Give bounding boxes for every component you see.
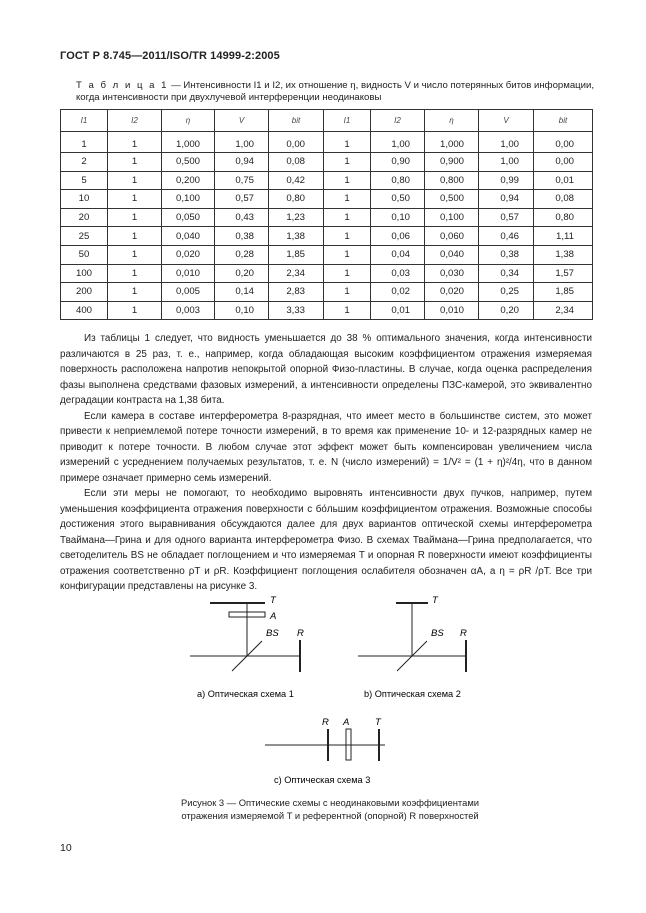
table-cell: 1: [108, 227, 162, 246]
body-text: [60, 331, 592, 595]
table-cell: 2,34: [269, 264, 324, 283]
table-cell: 1,000: [162, 132, 215, 153]
table-row: [61, 208, 593, 227]
table-cell: 0,00: [534, 153, 593, 172]
table-cell: 0,020: [425, 283, 479, 302]
table-cell: 0,100: [425, 208, 479, 227]
table-cell: 0,10: [215, 301, 269, 320]
table-header-cell: η: [162, 110, 215, 132]
table-row: [61, 301, 593, 320]
table-cell: 0,80: [269, 190, 324, 209]
table-cell: 0,01: [371, 301, 425, 320]
table-cell: 1: [324, 264, 371, 283]
table-cell: 1: [108, 190, 162, 209]
table-cell: 1: [108, 153, 162, 172]
table-header-cell: η: [425, 110, 479, 132]
table-cell: 1: [108, 245, 162, 264]
table-cell: 0,040: [162, 227, 215, 246]
table-cell: 2: [61, 153, 108, 172]
table-cell: 0,100: [162, 190, 215, 209]
table-header-cell: V: [479, 110, 534, 132]
label-t-3: T: [375, 717, 381, 728]
table-cell: 1: [324, 245, 371, 264]
table-cell: 0,00: [269, 132, 324, 153]
table-cell: 0,94: [215, 153, 269, 172]
table-cell: 0,46: [479, 227, 534, 246]
label-a-1: A: [270, 611, 277, 622]
table-cell: 0,003: [162, 301, 215, 320]
table-row: [61, 283, 593, 302]
table-cell: 0,14: [215, 283, 269, 302]
table-cell: 25: [61, 227, 108, 246]
table-caption-label: Т а б л и ц а 1: [76, 80, 169, 91]
data-table: [60, 109, 593, 320]
table-cell: 0,34: [479, 264, 534, 283]
table-row: [61, 132, 593, 153]
table-cell: 0,75: [215, 171, 269, 190]
table-cell: 1,00: [479, 153, 534, 172]
table-cell: 10: [61, 190, 108, 209]
table-cell: 1: [324, 283, 371, 302]
table-cell: 1,00: [371, 132, 425, 153]
optical-scheme-3: [265, 729, 385, 761]
table-cell: 1: [324, 301, 371, 320]
table-cell: 0,050: [162, 208, 215, 227]
table-cell: 1,11: [534, 227, 593, 246]
table-row: [61, 190, 593, 209]
table-cell: 20: [61, 208, 108, 227]
optical-scheme-1: [190, 603, 300, 672]
table-row: [61, 245, 593, 264]
table-cell: 0,500: [162, 153, 215, 172]
table-cell: 1,23: [269, 208, 324, 227]
table-cell: 0,25: [479, 283, 534, 302]
table-cell: 0,57: [215, 190, 269, 209]
table-cell: 0,500: [425, 190, 479, 209]
table-cell: 400: [61, 301, 108, 320]
table-cell: 1,000: [425, 132, 479, 153]
table-cell: 0,03: [371, 264, 425, 283]
page-number: 10: [60, 842, 72, 854]
table-cell: 3,33: [269, 301, 324, 320]
caption-scheme-3: c) Оптическая схема 3: [274, 775, 371, 785]
table-cell: 0,42: [269, 171, 324, 190]
table-header-cell: V: [215, 110, 269, 132]
table-cell: 0,20: [215, 264, 269, 283]
label-a-3: A: [343, 717, 350, 728]
caption-scheme-2: b) Оптическая схема 2: [364, 689, 461, 699]
table-cell: 0,08: [534, 190, 593, 209]
table-header-cell: bit: [269, 110, 324, 132]
paragraph-3: Если эти меры не помогают, то необходимо выровнять интенсивности двух пучков, например, путем уменьшения коэффициента отражения поверхности с бо́льшим коэффициентом отражения. Возможные способы достижения этого выравнивания обсуждаются далее для двух вариантов оптической схемы интерферометра Тваймана—Грина и для одного варианта интерферометра Физо. В схемах Тваймана—Грина предполагается, что светоделитель BS не обладает поглощением и что измеряемая T и опорная R поверхности имеют коэффициенты отражения соответственно ρT и ρR. Коэффициент поглощения ослабителя обозначен αA, а η = ρR /ρT. Все три конфигурации представлены на рисунке 3.: [60, 488, 592, 592]
table-cell: 0,38: [479, 245, 534, 264]
figure-caption-line-1: Рисунок 3 — Оптические схемы с неодинаковыми коэффициентами: [180, 797, 480, 808]
label-t-2: T: [432, 595, 438, 606]
paragraph-1: Из таблицы 1 следует, что видность уменьшается до 38 % оптимального значения, когда интенсивности различаются в 25 раз, т. е., например, когда обладающая высоким коэффициентом отражения измеряемая поверхность расположена напротив непокрытой опорной Физо-пластины. В случае, когда оценка распределения фазы выполнена средствами фазовых измерений, а интенсивности определены ПЗС-камерой, это эквивалентно деградации контраста на 1,38 бита.: [60, 333, 592, 406]
table-cell: 0,900: [425, 153, 479, 172]
table-cell: 0,060: [425, 227, 479, 246]
table-header-cell: I2: [371, 110, 425, 132]
table-cell: 1,38: [269, 227, 324, 246]
table-cell: 0,80: [371, 171, 425, 190]
table-cell: 1: [324, 190, 371, 209]
table-cell: 0,02: [371, 283, 425, 302]
table-cell: 0,200: [162, 171, 215, 190]
table-header-cell: I1: [61, 110, 108, 132]
table-cell: 1: [108, 171, 162, 190]
table-row: [61, 264, 593, 283]
table-cell: 0,28: [215, 245, 269, 264]
table-cell: 200: [61, 283, 108, 302]
table-cell: 5: [61, 171, 108, 190]
table-cell: 1: [108, 301, 162, 320]
table-cell: 1: [324, 208, 371, 227]
table-cell: 1: [61, 132, 108, 153]
table-cell: 0,010: [425, 301, 479, 320]
table-header-cell: bit: [534, 110, 593, 132]
page-header: ГОСТ Р 8.745—2011/ISO/TR 14999-2:2005: [60, 50, 280, 62]
table-cell: 1,00: [215, 132, 269, 153]
table-cell: 100: [61, 264, 108, 283]
table-cell: 0,00: [534, 132, 593, 153]
table-cell: 0,020: [162, 245, 215, 264]
table-cell: 1: [324, 132, 371, 153]
table-cell: 0,10: [371, 208, 425, 227]
table-cell: 0,01: [534, 171, 593, 190]
table-cell: 0,43: [215, 208, 269, 227]
table-cell: 1,00: [479, 132, 534, 153]
label-bs-2: BS: [431, 628, 444, 639]
figure-caption-line-2: отражения измеряемой T и референтной (опорной) R поверхностей: [181, 809, 479, 821]
table-header-cell: I1: [324, 110, 371, 132]
table-cell: 0,04: [371, 245, 425, 264]
label-r-3: R: [322, 717, 329, 728]
table-cell: 1: [108, 208, 162, 227]
table-cell: 1,57: [534, 264, 593, 283]
table-row: [61, 227, 593, 246]
optical-scheme-2: [358, 603, 466, 672]
figure-caption: [140, 797, 520, 822]
table-row: [61, 171, 593, 190]
label-bs-1: BS: [266, 628, 279, 639]
table-cell: 1,38: [534, 245, 593, 264]
table-cell: 0,94: [479, 190, 534, 209]
table-cell: 1: [108, 264, 162, 283]
optical-schemes-figure: [0, 590, 646, 820]
paragraph-2: Если камера в составе интерферометра 8-разрядная, что имеет место в большинстве систем, это может привести к неприемлемой потере точности измерений, в то время как применение 10- и 12-разрядных камер не приводит к потере точности. В любом случае этот эффект может быть компенсирован увеличением числа измерений с усреднением получаемых результатов, т. е. N (число измерений) = 1/V² = (1 + η)²/4η, что в данном примере означает примерно семь измерений.: [60, 410, 592, 484]
table-cell: 0,50: [371, 190, 425, 209]
table-row: [61, 153, 593, 172]
table-cell: 2,34: [534, 301, 593, 320]
table-cell: 0,030: [425, 264, 479, 283]
table-body: [61, 132, 593, 320]
table-cell: 1: [108, 132, 162, 153]
table-cell: 1: [324, 171, 371, 190]
label-t-1: T: [270, 595, 276, 606]
caption-scheme-1: a) Оптическая схема 1: [197, 689, 294, 699]
table-header-cell: I2: [108, 110, 162, 132]
table-cell: 0,80: [534, 208, 593, 227]
label-r-1: R: [297, 628, 304, 639]
table-cell: 0,08: [269, 153, 324, 172]
label-r-2: R: [460, 628, 467, 639]
table-cell: 0,38: [215, 227, 269, 246]
table-cell: 1: [324, 153, 371, 172]
table-header-row: [61, 110, 593, 132]
table-cell: 0,005: [162, 283, 215, 302]
table-caption-text: — Интенсивности I1 и I2, их отношение η, видность V и число потерянных битов информации, когда интенсивности при двухлучевой интерференции неодинаковы: [76, 80, 595, 103]
table-cell: 0,010: [162, 264, 215, 283]
table-cell: 0,20: [479, 301, 534, 320]
table-cell: 0,99: [479, 171, 534, 190]
table-caption: [76, 80, 596, 104]
table-cell: 0,800: [425, 171, 479, 190]
table-cell: 2,83: [269, 283, 324, 302]
table-cell: 1: [108, 283, 162, 302]
table-cell: 0,06: [371, 227, 425, 246]
table-cell: 1: [324, 227, 371, 246]
table-cell: 50: [61, 245, 108, 264]
table-cell: 0,040: [425, 245, 479, 264]
table-cell: 0,90: [371, 153, 425, 172]
table-cell: 1,85: [269, 245, 324, 264]
table-cell: 0,57: [479, 208, 534, 227]
table-cell: 1,85: [534, 283, 593, 302]
